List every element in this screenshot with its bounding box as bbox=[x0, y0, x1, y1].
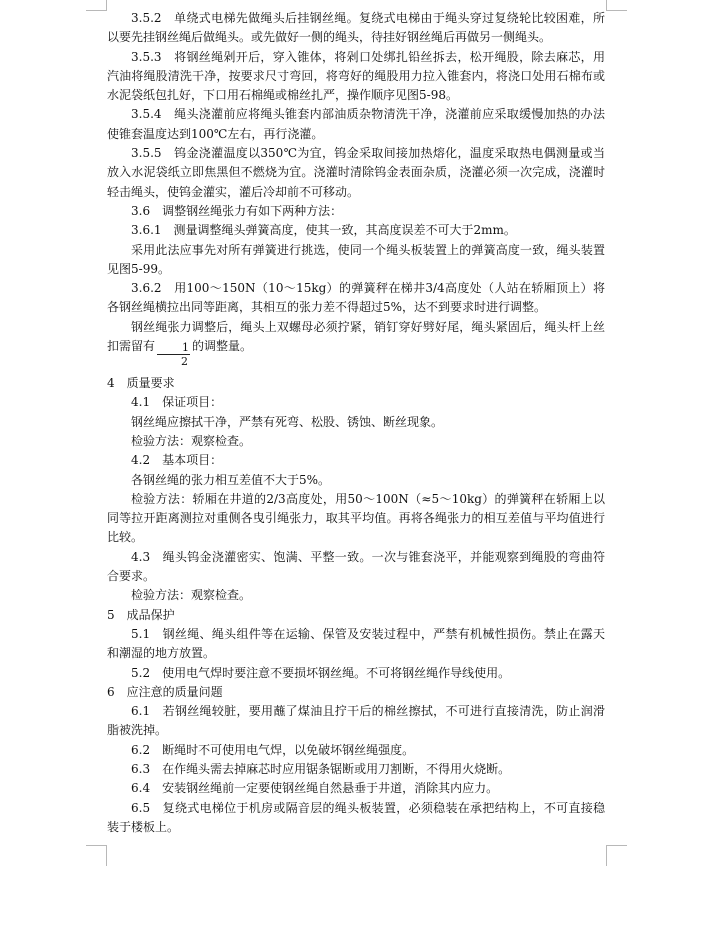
paragraph-5-2: 5.2 使用电气焊时要注意不要损坏钢丝绳。不可将钢丝绳作导线使用。 bbox=[131, 665, 511, 680]
paragraph-6-2: 6.2 断绳时不可使用电气焊，以免破坏钢丝绳强度。 bbox=[131, 742, 415, 757]
fraction-denominator: 2 bbox=[181, 355, 189, 369]
paragraph-4-1-check: 检验方法：观察检查。 bbox=[131, 433, 252, 448]
paragraph-5-1: 5.1 钢丝绳、绳头组件等在运输、保管及安装过程中，严禁有机械性损伤。禁止在露天和潮湿的地方放置。 bbox=[107, 626, 605, 661]
paragraph-4-3-check: 检验方法：观察检查。 bbox=[131, 588, 252, 603]
crop-mark-bottom-left bbox=[86, 845, 107, 866]
paragraph-6-5: 6.5 复绕式电梯位于机房或隔音层的绳头板装置，必须稳装在承把结构上，不可直接稳装于楼板上。 bbox=[107, 800, 605, 834]
crop-mark-bottom-right bbox=[606, 845, 627, 866]
fraction-one-half bbox=[157, 341, 190, 368]
crop-mark-top-right bbox=[606, 0, 627, 11]
paragraph-6-1: 6.1 若钢丝绳较脏，要用蘸了煤油且拧干后的棉丝擦拭，不可进行直接清洗，防止润滑脂被洗掉。 bbox=[107, 704, 605, 738]
paragraph-6-4: 6.4 安装钢丝绳前一定要使钢丝绳自然悬垂于井道，消除其内应力。 bbox=[131, 781, 499, 796]
section-4-heading: 4 质量要求 bbox=[107, 376, 175, 391]
section-6-heading: 6 应注意的质量问题 bbox=[107, 684, 223, 699]
paragraph-4-3: 4.3 绳头钨金浇灌密实、饱满、平整一致。一次与锥套浇平，并能观察到绳股的弯曲符合要求。 bbox=[107, 549, 605, 584]
paragraph-3-6-1: 3.6.1 测量调整绳头弹簧高度，使其一致，其高度误差不可大于2mm。 bbox=[131, 223, 516, 238]
heading-4-2: 4.2 基本项目： bbox=[131, 453, 223, 468]
crop-mark-top-left bbox=[86, 0, 107, 11]
tension-adjust-text: 钢丝绳张力调整后，绳头上双螺母必须拧紧，销钉穿好劈好尾，绳头紧固后，绳头杆上丝扣需留有 bbox=[107, 319, 605, 354]
page-body bbox=[107, 9, 605, 837]
paragraph-3-5-2: 3.5.2 单绕式电梯先做绳头后挂钢丝绳。复绕式电梯由于绳头穿过复绕轮比较困难，所以要先挂钢丝绳后做绳头。或先做好一侧的绳头，待挂好钢丝绳后再做另一侧绳头。 bbox=[107, 11, 605, 45]
heading-4-1: 4.1 保证项目： bbox=[131, 395, 223, 410]
paragraph-4-2-check: 检验方法：轿厢在井道的2/3高度处，用50～100N（≈5～10kg）的弹簧秤在轿厢上以同等拉开距离测拉对重侧各曳引绳张力，取其平均值。再将各绳张力的相互差值与平均值进行比较。 bbox=[107, 491, 605, 545]
paragraph-3-5-5: 3.5.5 钨金浇灌温度以350℃为宜，钨金采取间接加热熔化，温度采取热电偶测量或当放入水泥袋纸立即焦黑但不燃烧为宜。浇灌时清除钨金表面杂质，浇灌必须一次完成，浇灌时轻击绳头，使钨金灌实，灌后冷却前不可移动。 bbox=[107, 146, 605, 199]
paragraph-3-6-2: 3.6.2 用100～150N（10～15kg）的弹簧秤在梯井3/4高度处（人站在轿厢顶上）将各钢丝绳横拉出同等距离，其相互的张力差不得超过5%，达不到要求时进行调整。 bbox=[107, 281, 605, 315]
paragraph-3-5-4: 3.5.4 绳头浇灌前应将绳头锥套内部油质杂物清洗干净，浇灌前应采取缓慢加热的办法使锥套温度达到100℃左右，再行浇灌。 bbox=[107, 107, 605, 141]
paragraph-4-1-requirement: 钢丝绳应擦拭干净，严禁有死弯、松股、锈蚀、断丝现象。 bbox=[131, 414, 444, 429]
paragraph-6-3: 6.3 在作绳头需去掉麻芯时应用锯条锯断或用刀割断，不得用火烧断。 bbox=[131, 761, 511, 776]
heading-3-6: 3.6 调整钢丝绳张力有如下两种方法： bbox=[131, 203, 343, 218]
paragraph-3-5-3: 3.5.3 将钢丝绳剁开后，穿入锥体，将剁口处绑扎铅丝拆去，松开绳股，除去麻芯，用汽油将绳股清洗干净，按要求尺寸弯回，将弯好的绳股用力拉入锥套内，将浇口处用石棉布或水泥袋纸包扎好，下口用石棉绳或棉丝扎严，操作顺序见图5-98。 bbox=[107, 49, 605, 103]
fraction-numerator: 1 bbox=[157, 341, 190, 355]
paragraph-tension-adjust bbox=[107, 318, 605, 368]
fraction-suffix: 的调整量。 bbox=[192, 339, 253, 354]
section-5-heading: 5 成品保护 bbox=[107, 607, 175, 622]
paragraph-4-2-requirement: 各钢丝绳的张力相互差值不大于5%。 bbox=[131, 472, 331, 487]
paragraph-3-6-1-note: 采用此法应事先对所有弹簧进行挑选，使同一个绳头板装置上的弹簧高度一致，绳头装置见图5-99。 bbox=[107, 242, 605, 276]
